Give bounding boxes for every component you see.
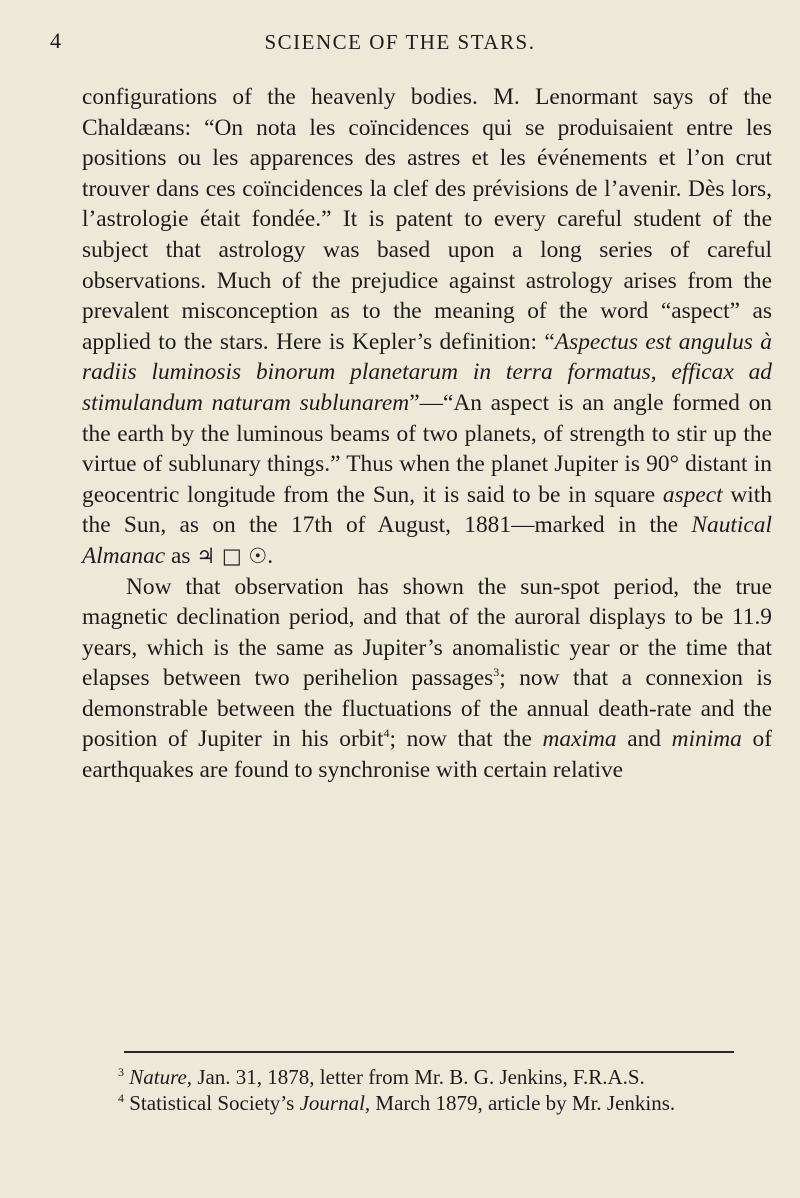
- footnote-4: [82, 1090, 772, 1116]
- p2-minima: minima: [671, 726, 742, 753]
- paragraph-2: [82, 572, 772, 786]
- p2-text-c: ; now that the: [389, 726, 543, 753]
- footnote-ref-3[interactable]: 3: [493, 665, 500, 680]
- footnotes: [82, 1064, 772, 1116]
- footnote-4-text-a: Statistical Society’s: [124, 1091, 300, 1115]
- p1-aspect-word: aspect: [662, 481, 723, 508]
- p1-text-a: configurations of the heavenly bodies. M. Lenormant says of the Chaldæans: “On nota les coïncidences qui se produisaient entre les positions ou les apparences des astres et les événements et l’on crut trouver dans ces coïncidences la clef des prévisions de l’avenir. Dès lors, l’astrologie était fondée.” It is patent to every careful student of the subject that astrology was based upon a long series of careful observations. Much of the prejudice against astrology arises from the prevalent misconception as to the meaning of the word “aspect” as applied to the stars. Here is Kepler’s definition: “: [82, 84, 772, 355]
- astro-symbols: ♃ □ ☉: [196, 543, 268, 568]
- p2-maxima: maxima: [542, 726, 617, 753]
- footnote-4-journal: Journal,: [299, 1091, 371, 1115]
- p1-text-d: as: [165, 542, 197, 569]
- page-number: 4: [50, 28, 61, 53]
- footnote-3-source: Nature,: [129, 1065, 193, 1089]
- running-head: SCIENCE OF THE STARS.: [264, 30, 536, 54]
- p2-text-b: ; now that a connexion is demonstrable between the fluctuations of the annual death-rate and the position of Jupiter in his orbit: [82, 665, 773, 753]
- footnote-3: [82, 1064, 772, 1090]
- body-text: [82, 82, 772, 786]
- footnote-4-text-b: March 1879, article by Mr. Jenkins.: [370, 1091, 676, 1115]
- p2-text-a: Now that observation has shown the sun-spot period, the true magnetic declination period, and that of the auroral displays to be 11.9 years, which is the same as Jupiter’s anomalistic year or the time that elapses between two perihelion passages: [82, 573, 772, 692]
- p1-almanac-title: Nautical Almanac: [82, 512, 772, 569]
- p1-text-e: .: [267, 542, 274, 569]
- p2-text-e: of earthquakes are found to synchronise with certain relative: [82, 726, 772, 784]
- footnote-ref-4[interactable]: 4: [383, 726, 390, 741]
- p1-text-c: with the Sun, as on the 17th of August, 1881—marked in the: [82, 481, 772, 539]
- footnote-4-marker: 4: [118, 1091, 124, 1105]
- p1-latin-quote: Aspectus est angulus à radiis luminosis binorum planetarum in terra formatus, efficax ad stimulandum naturam sublunarem: [82, 328, 772, 416]
- p2-text-d: and: [616, 726, 672, 753]
- footnote-rule: [124, 1051, 734, 1053]
- p1-text-b: ”—“An aspect is an angle formed on the earth by the luminous beams of two planets, of strength to stir up the virtue of sublunary things.” Thus when the planet Jupiter is 90° distant in geocentric longitude from the Sun, it is said to be in square: [82, 389, 772, 508]
- footnote-3-marker: 3: [118, 1065, 124, 1079]
- paragraph-1: [82, 82, 772, 572]
- footnote-3-text: Jan. 31, 1878, letter from Mr. B. G. Jenkins, F.R.A.S.: [192, 1065, 645, 1089]
